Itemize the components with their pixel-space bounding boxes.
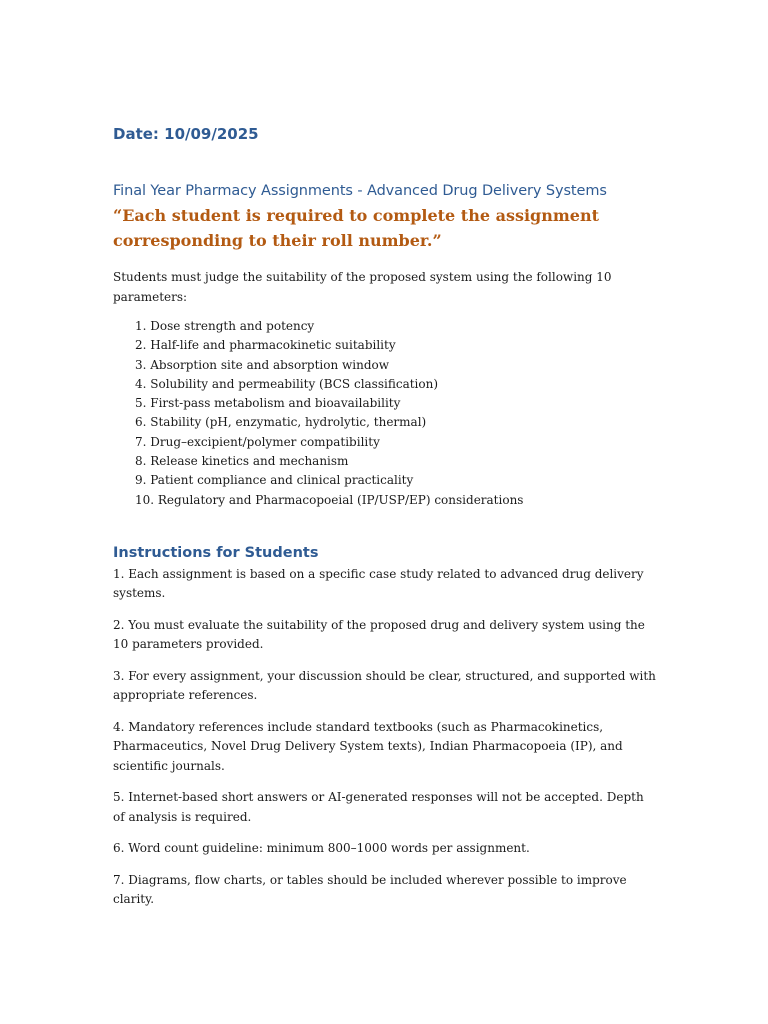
parameter-item: 4. Solubility and permeability (BCS classification) <box>135 376 439 391</box>
parameter-item: 8. Release kinetics and mechanism <box>135 454 349 469</box>
instruction-item: 1. Each assignment is based on a specific case study related to advanced drug delivery systems. <box>113 566 644 601</box>
instruction-item: 4. Mandatory references include standard textbooks (such as Pharmacokinetics, Pharmaceutics, Novel Drug Delivery System texts), Indian Pharmacopoeia (IP), and scientific journals. <box>113 719 623 773</box>
parameter-item: 9. Patient compliance and clinical practicality <box>135 473 414 488</box>
document-title: Final Year Pharmacy Assignments - Advanced Drug Delivery Systems <box>113 183 607 199</box>
instructions-heading: Instructions for Students <box>113 544 319 561</box>
instruction-item: 2. You must evaluate the suitability of the proposed drug and delivery system using the 10 parameters provided. <box>113 617 645 652</box>
instruction-item: 3. For every assignment, your discussion should be clear, structured, and supported with appropriate references. <box>113 668 656 703</box>
parameter-item: 5. First-pass metabolism and bioavailability <box>135 396 401 411</box>
parameter-item: 3. Absorption site and absorption window <box>135 357 390 372</box>
roll-number-quote: “Each student is required to complete the assignment corresponding to their roll number.” <box>113 206 599 250</box>
document-date: Date: 10/09/2025 <box>113 125 259 143</box>
instructions-list <box>113 565 658 910</box>
document-page <box>113 124 658 922</box>
instruction-item: 7. Diagrams, flow charts, or tables should be included wherever possible to improve clarity. <box>113 872 627 907</box>
parameter-item: 2. Half-life and pharmacokinetic suitability <box>135 338 396 353</box>
parameters-intro: Students must judge the suitability of the proposed system using the following 10 parameters: <box>113 270 612 304</box>
parameter-item: 10. Regulatory and Pharmacopoeial (IP/USP/EP) considerations <box>135 492 524 507</box>
instruction-item: 5. Internet-based short answers or AI-generated responses will not be accepted. Depth of analysis is required. <box>113 790 644 824</box>
parameter-item: 6. Stability (pH, enzymatic, hydrolytic, thermal) <box>135 415 427 430</box>
parameter-item: 7. Drug–excipient/polymer compatibility <box>135 434 380 449</box>
parameter-item: 1. Dose strength and potency <box>135 319 315 333</box>
parameters-list <box>113 317 658 510</box>
instruction-item: 6. Word count guideline: minimum 800–1000 words per assignment. <box>113 841 530 856</box>
